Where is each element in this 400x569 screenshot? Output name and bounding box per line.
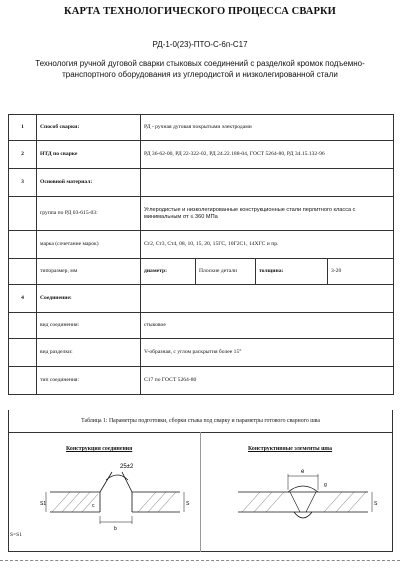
thickness-value: 3-20 xyxy=(328,259,394,285)
table-row xyxy=(9,169,394,197)
dim-s1-label: S1 xyxy=(40,501,47,507)
process-table xyxy=(8,114,394,395)
row-number: 2 xyxy=(9,141,37,169)
row-number xyxy=(9,367,37,395)
row-number xyxy=(9,259,37,285)
joint-design-heading: Конструкция соединения xyxy=(66,446,133,452)
drawing-divider xyxy=(200,432,201,552)
diameter-label: диаметр: xyxy=(141,259,196,285)
dim-s-right-label: S xyxy=(374,501,378,507)
page-cut-line xyxy=(0,560,400,561)
table-row xyxy=(9,367,394,395)
dim-b-label: b xyxy=(114,526,117,532)
row-label: Основной материал: xyxy=(37,169,141,197)
row-value: РД 36-62-00, РД 22-322-02, РД 24.22.188-04, ГОСТ 5264-80, РД 34.15.132-96 xyxy=(141,141,394,169)
row-label: типоразмер, мм xyxy=(37,259,141,285)
thickness-label: толщина: xyxy=(256,259,328,285)
table-row xyxy=(9,313,394,339)
joint-design-drawing xyxy=(40,462,190,532)
diameter-value: Плоские детали xyxy=(196,259,256,285)
row-value: V-образная, с углом раскрытия более 15° xyxy=(141,339,394,367)
row-number xyxy=(9,231,37,259)
table-row xyxy=(9,339,394,367)
document-code: РД-1-0(23)-ПТО-С-6п-С17 xyxy=(152,40,248,49)
row-label: Способ сварки: xyxy=(37,115,141,141)
dim-e-label: e xyxy=(301,469,305,475)
weld-elements-drawing xyxy=(228,466,378,532)
row-value: Углеродистые и низколегированные конструкционные стали перлитного класса с минимальным σт ≤ 360 МПа xyxy=(141,197,394,231)
table-row xyxy=(9,285,394,313)
document-subtitle: Технология ручной дуговой сварки стыковых соединений с разделкой кромок подъемно-транспортного оборудования из углеродистой и низколегированной стали xyxy=(35,59,365,79)
footnote: S=S1 xyxy=(10,532,22,538)
row-number xyxy=(9,313,37,339)
dim-s-label: S xyxy=(186,501,190,507)
table-row xyxy=(9,259,394,285)
dim-c-label: c xyxy=(92,503,95,509)
table-row xyxy=(9,115,394,141)
dim-g-label: g xyxy=(324,482,327,488)
row-label: вид соединения: xyxy=(37,313,141,339)
row-value xyxy=(141,169,394,197)
row-value: РД - ручная дуговая покрытыми электродами xyxy=(141,115,394,141)
row-number: 1 xyxy=(9,115,37,141)
weld-elements-heading: Конструктивные элементы шва xyxy=(248,446,333,452)
row-label: тип соединения: xyxy=(37,367,141,395)
table-row xyxy=(9,197,394,231)
row-value xyxy=(141,285,394,313)
row-label: Соединение: xyxy=(37,285,141,313)
row-value: С17 по ГОСТ 5264-80 xyxy=(141,367,394,395)
row-label: группа по РД 03-615-03: xyxy=(37,197,141,231)
row-label: НТД по сварке xyxy=(37,141,141,169)
row-label: марка (сочетание марок) xyxy=(37,231,141,259)
row-number: 4 xyxy=(9,285,37,313)
row-value: Ст2, Ст3, Ст4, 08, 10, 15, 20, 15ГС, 10Г2С1, 14ХГС и пр. xyxy=(141,231,394,259)
row-label: вид разделки: xyxy=(37,339,141,367)
table-row xyxy=(9,231,394,259)
table-caption: Таблица 1: Параметры подготовки, сборки стыка под сварку и параметры готового сварного шва xyxy=(8,410,393,432)
page-title: КАРТА ТЕХНОЛОГИЧЕСКОГО ПРОЦЕССА СВАРКИ xyxy=(64,6,336,17)
row-number xyxy=(9,339,37,367)
row-number: 3 xyxy=(9,169,37,197)
angle-label: 25±2 xyxy=(120,464,134,470)
row-value: стыковое xyxy=(141,313,394,339)
table-row xyxy=(9,141,394,169)
row-number xyxy=(9,197,37,231)
